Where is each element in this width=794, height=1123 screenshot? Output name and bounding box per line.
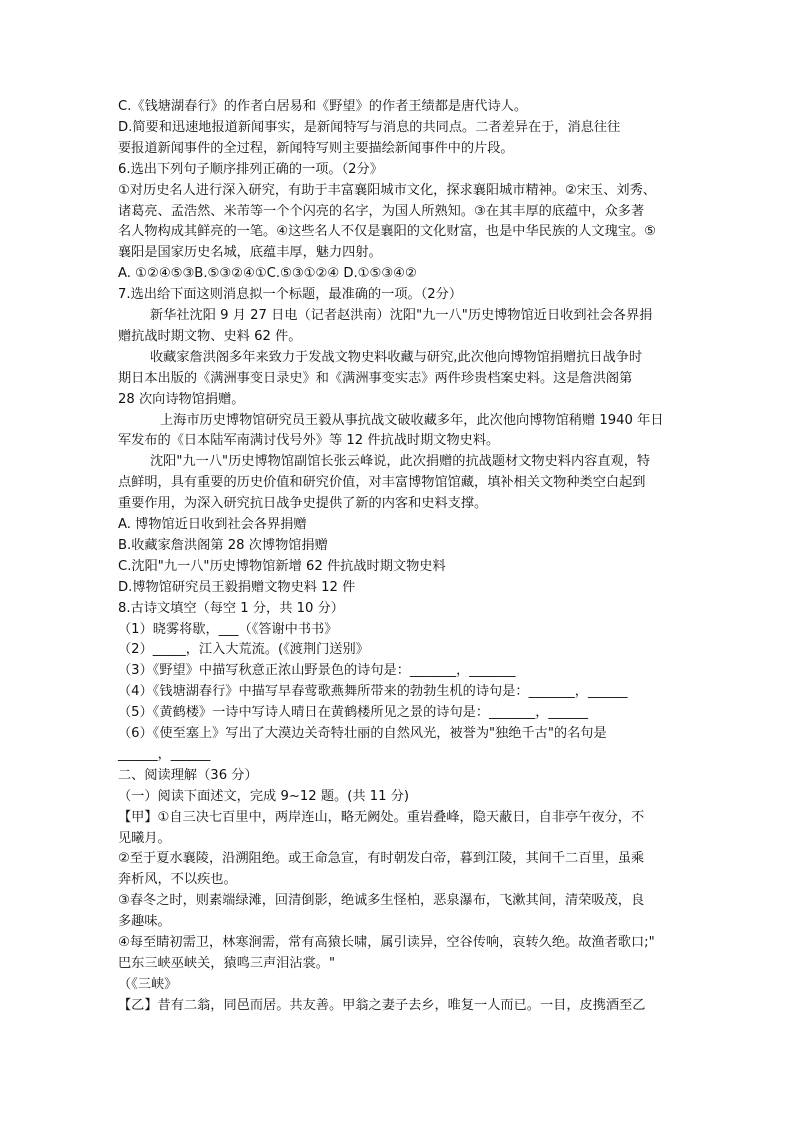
text-line: 收藏家詹洪阁多年来致力于发战文物史料收藏与研究,此次他向博物馆捐赠抗日战争时 — [150, 349, 643, 365]
text-line: （《三峡》 — [118, 976, 178, 992]
text-line: 沈阳"九一八"历史博物馆副馆长张云峰说，此次捐赠的抗战题材文物史料内容直观，特 — [150, 454, 651, 470]
text-line: 期日本出版的《满洲事变日录史》和《满洲事变实志》两件珍贵档案史料。这是詹洪阁第 — [118, 370, 633, 386]
text-line: （4）《钱塘湖春行》中描写早春莺歌燕舞所带来的勃勃生机的诗句是：_______，______ — [118, 684, 628, 700]
text-line: 巴东三峡巫峡关，猿鸣三声泪沾裳。" — [118, 955, 336, 971]
text-line: 点鲜明，具有重要的历史价值和研究价值，对丰富博物馆馆藏，填补相关文物种类空白起到 — [118, 475, 646, 491]
text-line: 要报道新闻事件的全过程，新闻特写则主要描绘新闻事件中的片段。 — [118, 140, 514, 156]
text-line: 重要作用，为深入研究抗日战争史提供了新的内客和史料支撑。 — [118, 496, 488, 512]
text-line: ④每至睛初需卫，林寒涧需，常有高猿长啸，属引读异，空谷传响，哀转久绝。故渔者歌口;" — [118, 935, 655, 950]
text-line: （1）晓雾将歇，___（《答谢中书书》 — [118, 621, 338, 637]
text-line: （5）《黄鹤楼》一诗中写诗人晴日在黄鹤楼所见之景的诗句是：_______，______ — [118, 705, 588, 721]
text-line: 见曦月。 — [118, 830, 171, 846]
text-line: 奔析风，不以疾也。 — [118, 872, 237, 888]
text-line: （6）《使至塞上》写出了大漠边关奇特壮丽的自然风光，被誉为"独绝千古"的名句是 — [118, 726, 607, 741]
text-line: ______，______ — [118, 746, 211, 762]
text-line: B.收藏家詹洪阁第 28 次博物馆捐赠 — [118, 537, 328, 553]
text-line: 多趣味。 — [118, 914, 171, 930]
text-line: 7.选出给下面这则消息拟一个标题，最准确的一项。（2分） — [118, 287, 463, 303]
text-line: 28 次向诗物馆捐赠。 — [118, 391, 245, 407]
text-line: A. ①②④⑤③B.⑤③②④①C.⑤③①②④ D.①⑤③④② — [118, 266, 417, 282]
text-line: ②至于夏水襄陵，沿溯阻绝。或王命急宣，有时朝发白帝，暮到江陵，其间千二百里，虽乘 — [118, 851, 645, 867]
text-line: 襄阳是国家历史名城，底蕴丰厚，魅力四射。 — [118, 245, 382, 261]
text-line: 军发布的《日本陆军南满讨伐号外》等 12 件抗战时期文物史料。 — [118, 433, 500, 449]
text-line: ①对历史名人进行深入研究，有助于丰富襄阳城市文化，探求襄阳城市精神。②宋玉、刘秀、 — [118, 182, 656, 198]
text-line: ③春冬之时，则素端绿滩，回清倒影，绝诚多生怪柏，恶泉瀑布，飞漱其间，清荣吸茂，良 — [118, 893, 645, 909]
text-line: C.《钱塘湖春行》的作者白居易和《野望》的作者王绩都是唐代诗人。 — [118, 99, 528, 114]
text-line: （2）_____，江入大荒流。(《渡荆门送别》 — [118, 642, 369, 658]
text-line: 二、阅读理解（36 分） — [118, 767, 258, 783]
text-line: （3）《野望》中描写秋意正浓山野景色的诗句是：_______，_______ — [118, 663, 516, 679]
text-line: 名人物构成其鲜亮的一笔。④这些名人不仅是襄阳的文化财富，也是中华民族的人文瑰宝。⑤ — [118, 224, 656, 240]
text-line: 【甲】①自三决七百里中，两岸连山，略无阙处。重岩叠峰，隐天蔽日，自非亭午夜分，不 — [118, 809, 645, 825]
text-line: 赠抗战时期文物、史料 62 件。 — [118, 328, 302, 344]
text-line: 8.古诗文填空（每空 1 分，共 10 分） — [118, 600, 344, 616]
text-line: D.简要和迅速地报道新闻事实，是新闻特写与消息的共同点。二者差异在于，消息往往 — [118, 119, 621, 135]
text-line: A. 博物馆近日收到社会各界捐赠 — [118, 517, 307, 532]
text-line: 诸葛亮、孟浩然、米芾等一个个闪亮的名字，为国人所熟知。③在其丰厚的底蕴中，众多著 — [118, 203, 645, 219]
text-line: C.沈阳"九一八"历史博物馆新增 62 件抗战时期文物史料 — [118, 558, 446, 574]
text-line: D.博物馆研究员王毅捐赠文物史料 12 件 — [118, 579, 356, 595]
text-line: 上海市历史博物馆研究员王毅从事抗战文破收藏多年，此次他向博物馆稍赠 1940 年日 — [160, 412, 664, 428]
text-line: 【乙】昔有二翁，同邑而居。共友善。甲翁之妻子去乡，唯复一人而已。一目，皮携酒至乙 — [118, 997, 646, 1013]
text-line: 6.选出下列句子顺序排列正确的一项。（2分》 — [118, 161, 383, 177]
text-line: （一）阅读下面述文，完成 9~12 题。(共 11 分) — [118, 788, 410, 804]
text-line: 新华社沈阳 9 月 27 日电（记者赵洪南）沈阳"九一八"历史博物馆近日收到社会各界捐 — [150, 308, 653, 323]
